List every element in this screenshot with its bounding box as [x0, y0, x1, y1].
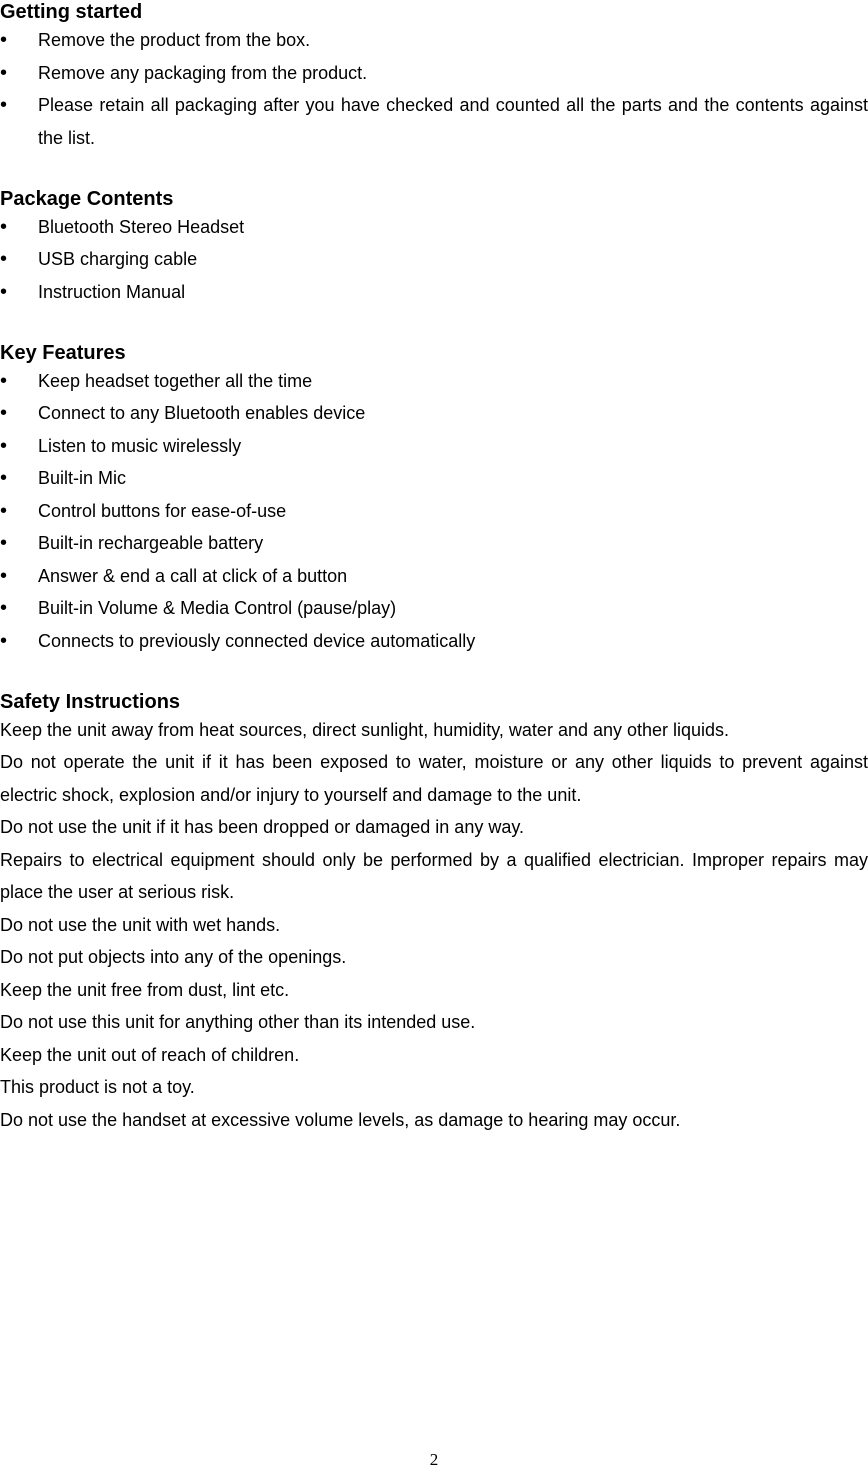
safety-paragraph: Do not use the unit with wet hands.: [0, 914, 281, 935]
safety-paragraph: Do not use this unit for anything other than its intended use.: [0, 1012, 476, 1032]
getting-started-heading: Getting started: [0, 1, 143, 23]
list-item: • Built-in rechargeable battery: [0, 527, 868, 560]
safety-instructions-heading: Safety Instructions: [0, 690, 181, 713]
safety-paragraph: Keep the unit away from heat sources, direct sunlight, humidity, water and any other liquids.: [0, 719, 730, 740]
list-item: • Bluetooth Stereo Headset: [0, 211, 868, 244]
list-item: • Connects to previously connected device automatically: [0, 625, 868, 658]
safety-paragraph: Do not use the handset at excessive volume levels, as damage to hearing may occur.: [0, 1109, 681, 1130]
list-item: • Built-in Mic: [0, 462, 868, 495]
package-contents-section: [0, 187, 868, 309]
list-item: • Keep headset together all the time: [0, 365, 868, 398]
list-item: • USB charging cable: [0, 243, 868, 276]
key-features-section: [0, 341, 868, 658]
section-spacer: [0, 308, 868, 341]
safety-paragraph: Do not operate the unit if it has been exposed to water, moisture or any other liquids to prevent against electric shock, explosion and/or injury to yourself and damage to the unit.: [0, 752, 868, 805]
list-item: • Remove any packaging from the product.: [0, 57, 868, 90]
safety-paragraph: Do not use the unit if it has been dropped or damaged in any way.: [0, 817, 525, 837]
page-number: 2: [429, 1450, 439, 1469]
list-item: • Instruction Manual: [0, 276, 868, 309]
list-item: • Please retain all packaging after you have checked and counted all the parts and the contents against the list.: [0, 89, 868, 154]
list-item: • Listen to music wirelessly: [0, 430, 868, 463]
getting-started-list: [0, 24, 868, 154]
safety-paragraph: Repairs to electrical equipment should only be performed by a qualified electrician. Improper repairs may place the user at serious risk.: [0, 849, 868, 902]
key-features-list: [0, 365, 868, 658]
package-contents-list: [0, 211, 868, 309]
safety-paragraph: Keep the unit free from dust, lint etc.: [0, 979, 290, 1000]
list-item: • Connect to any Bluetooth enables device: [0, 397, 868, 430]
safety-paragraph: Do not put objects into any of the openings.: [0, 947, 347, 967]
list-item: • Control buttons for ease-of-use: [0, 495, 868, 528]
safety-paragraph: Keep the unit out of reach of children.: [0, 1044, 300, 1065]
key-features-heading: Key Features: [0, 341, 126, 364]
list-item: • Answer & end a call at click of a button: [0, 560, 868, 593]
getting-started-section: [0, 0, 868, 154]
list-item: • Built-in Volume & Media Control (pause/play): [0, 592, 868, 625]
section-spacer: [0, 657, 868, 690]
list-item: • Remove the product from the box.: [0, 24, 868, 57]
safety-instructions-section: [0, 690, 868, 1137]
package-contents-heading: Package Contents: [0, 187, 174, 210]
safety-paragraph: This product is not a toy.: [0, 1077, 195, 1097]
section-spacer: [0, 154, 868, 187]
